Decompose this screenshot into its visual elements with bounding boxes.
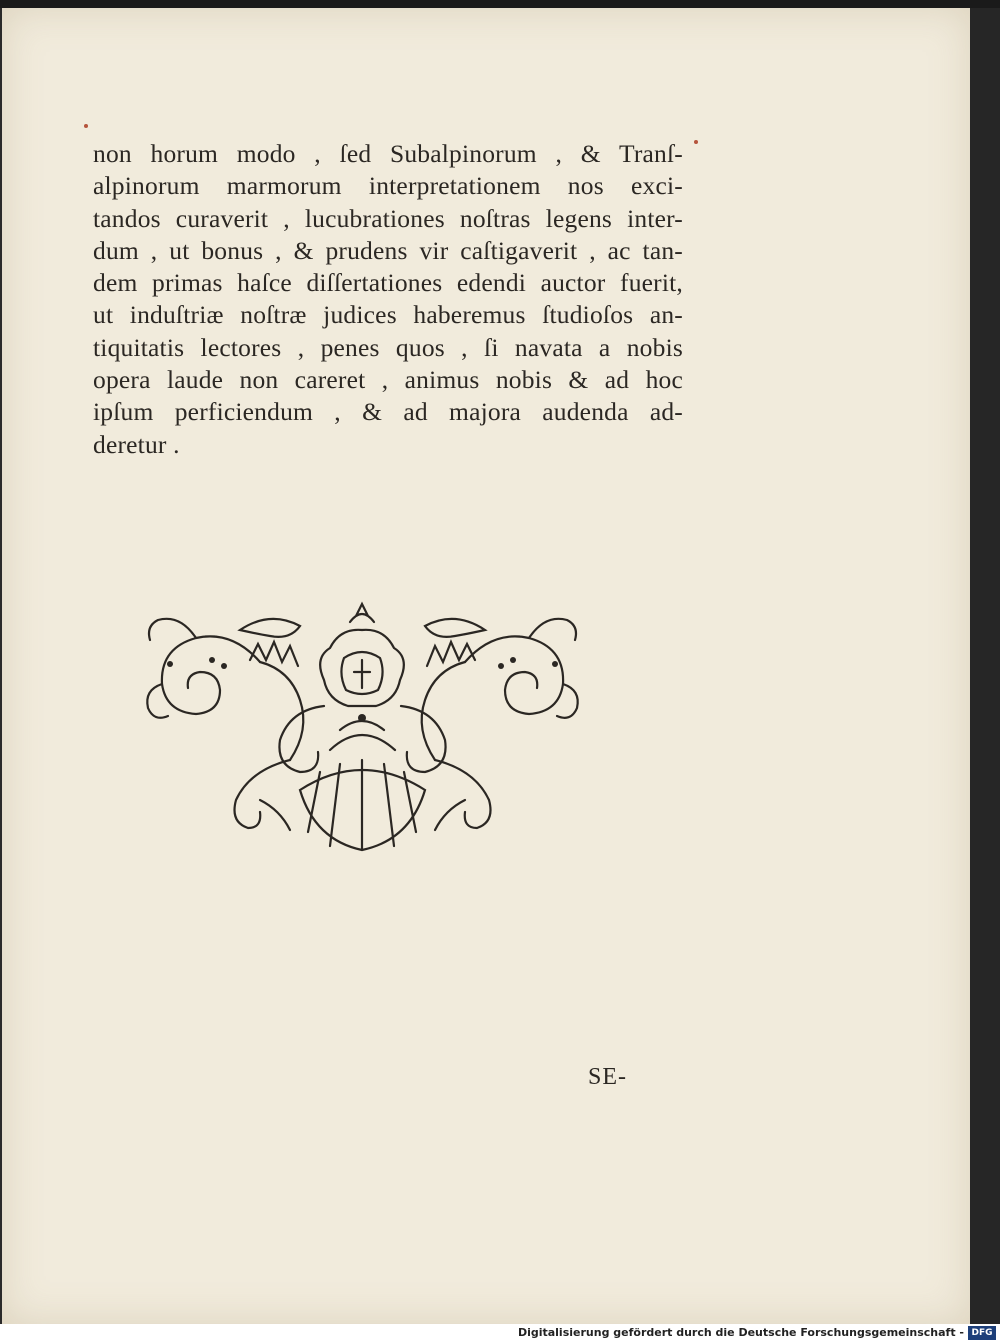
foxing-spot xyxy=(84,124,88,128)
body-text xyxy=(93,138,683,461)
text-line: ipſum perficiendum , & ad majora audenda ad- xyxy=(93,397,683,427)
text-line: dum , ut bonus , & prudens vir caſtigaverit , ac tan- xyxy=(93,235,683,265)
catchword: SE- xyxy=(588,1064,627,1090)
text-line: opera laude non careret , animus nobis & ad hoc xyxy=(93,365,683,395)
dfg-logo-icon: DFG xyxy=(968,1326,996,1340)
text-line: deretur . xyxy=(93,429,180,459)
scan-right-edge xyxy=(970,8,1000,1324)
scroll-shell-ornament-icon xyxy=(140,600,585,860)
footer-bar xyxy=(0,1324,1000,1343)
text-line: tiquitatis lectores , penes quos , ſi navata a nobis xyxy=(93,332,683,362)
foxing-spot xyxy=(694,140,698,144)
scan-top-border xyxy=(0,0,1000,8)
text-line: non horum modo , ſed Subalpinorum , & Tranſ- xyxy=(93,139,683,168)
text-line: dem primas haſce diſſertationes edendi auctor fuerit, xyxy=(93,268,683,298)
text-line: ut induſtriæ noſtræ judices haberemus ſtudioſos an- xyxy=(93,300,683,330)
text-line: alpinorum marmorum interpretationem nos exci- xyxy=(93,171,683,201)
text-line: tandos curaverit , lucubrationes noſtras legens inter- xyxy=(93,203,683,233)
funding-credit: Digitalisierung gefördert durch die Deutsche Forschungsgemeinschaft - xyxy=(517,1326,964,1339)
